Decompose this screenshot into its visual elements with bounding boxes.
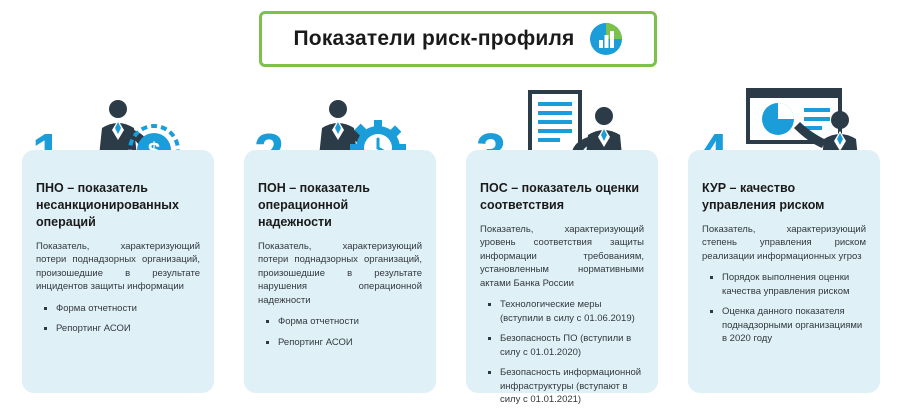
page-title: Показатели риск-профиля <box>293 27 575 50</box>
list-item: Репортинг АСОИ <box>56 322 200 335</box>
card-description: Показатель, характеризующий уровень соответствия защиты информации требованиям, установленным нормативными актами Банка России <box>480 223 644 289</box>
indicator-card-pno <box>22 150 214 393</box>
card-heading: ПНО – показатель несанкционированных операций <box>36 181 179 229</box>
page-title-box <box>259 11 657 67</box>
card-list <box>36 302 200 336</box>
card-list <box>702 271 866 345</box>
card-heading: ПОС – показатель оценки соответствия <box>480 181 640 212</box>
list-item: Безопасность информационной инфраструктуры (вступают в силу с 01.01.2021) <box>500 366 644 406</box>
list-item: Оценка данного показателя поднадзорными организациями в 2020 году <box>722 305 866 345</box>
indicator-card-pos <box>466 150 658 406</box>
card-heading: ПОН – показатель операционной надежности <box>258 181 370 229</box>
chart-bar-circle-icon <box>589 22 623 56</box>
list-item: Репортинг АСОИ <box>278 336 422 349</box>
card-description: Показатель, характеризующий степень управления риском реализации информационных угроз <box>702 223 866 262</box>
list-item: Форма отчетности <box>56 302 200 315</box>
card-description: Показатель, характеризующий потери поднадзорных организаций, произошедшие в результате инцидентов защиты информации <box>36 240 200 293</box>
card-list <box>258 315 422 349</box>
card-description: Показатель, характеризующий потери поднадзорных организаций, произошедшие в результате нарушения операционной надежности <box>258 240 422 306</box>
list-item: Технологические меры (вступили в силу с 01.06.2019) <box>500 298 644 325</box>
indicator-card-kur <box>688 150 880 393</box>
card-list <box>480 298 644 406</box>
list-item: Безопасность ПО (вступили в силу с 01.01.2020) <box>500 332 644 359</box>
indicator-card-pon <box>244 150 436 393</box>
list-item: Форма отчетности <box>278 315 422 328</box>
card-heading: КУР – качество управления риском <box>702 181 825 212</box>
list-item: Порядок выполнения оценки качества управления риском <box>722 271 866 298</box>
